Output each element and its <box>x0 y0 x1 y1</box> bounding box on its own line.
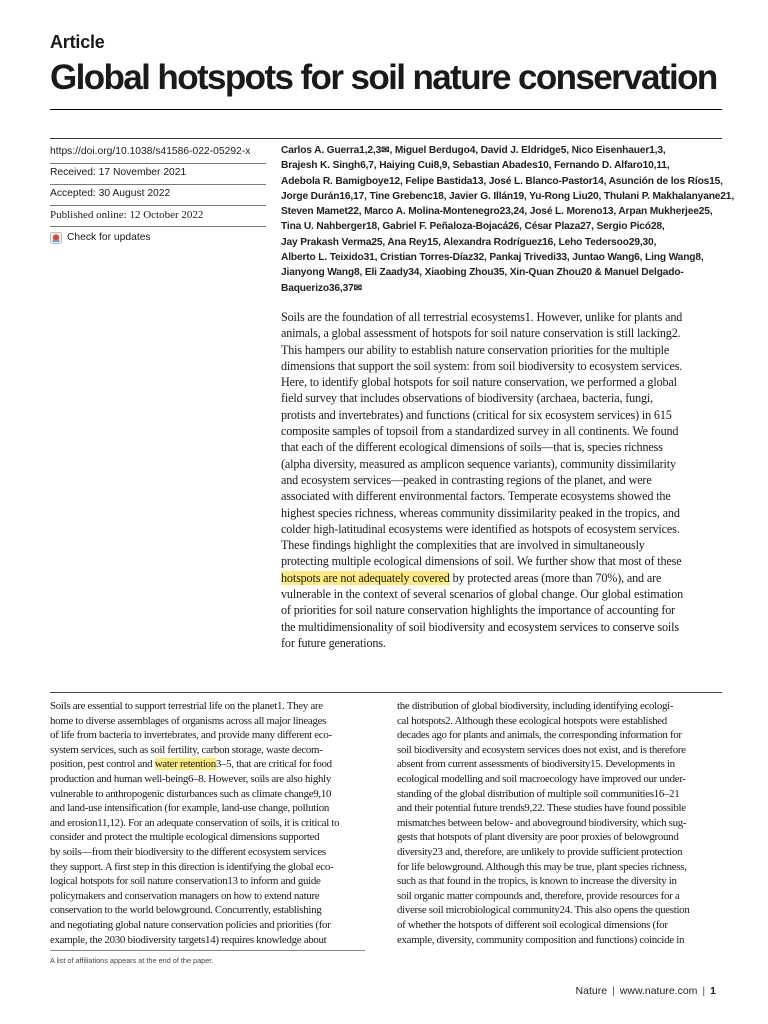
highlighted-text: water retention <box>154 758 216 771</box>
abstract <box>281 309 721 651</box>
body-line: and land-use intensification (for example, land-use change, pollution <box>50 802 330 815</box>
body-line: and their potential future trends9,22. These studies have found possible <box>397 802 686 815</box>
body-line: soil organic matter compounds and, therefore, provide resources for a <box>397 889 680 902</box>
abstract-line: for future generations. <box>281 635 386 650</box>
body-column-left <box>50 699 365 947</box>
abstract-line: protecting multiple ecological dimensions of soil. We further show that most of these <box>281 554 682 569</box>
abstract-line: the multidimensionality of soil biodiversity and ecosystem services to conserve soils <box>281 619 679 634</box>
abstract-line: field survey that includes observations of biodiversity (archaea, bacteria, fungi, <box>281 391 654 406</box>
author-line: Carlos A. Guerra1,2,3✉, Miguel Berdugo4, David J. Eldridge5, Nico Eisenhauer1,3, <box>281 145 666 156</box>
section-label: Article <box>50 32 105 52</box>
doi-link[interactable]: https://doi.org/10.1038/s41586-022-05292-x <box>50 143 266 164</box>
abstract-line: dimensions that support the soil system: from soil biodiversity to ecosystem services. <box>281 358 683 373</box>
author-line: Baquerizo36,37✉ <box>281 282 363 294</box>
body-line: the distribution of global biodiversity, including identifying ecologi- <box>397 700 674 712</box>
title-rule <box>50 109 722 110</box>
body-column-right <box>397 699 712 947</box>
check-updates-label: Check for updates <box>67 231 151 243</box>
author-line: Brajesh K. Singh6,7, Haiying Cui8,9, Sebastian Abades10, Fernando D. Alfaro10,11, <box>281 160 670 172</box>
body-line: conservation to the world belowground. Concurrently, establishing <box>50 904 322 917</box>
body-line: cal hotspots2. Although these ecological hotspots were established <box>397 714 667 727</box>
footer-separator: | <box>612 985 615 997</box>
body-line: and erosion11,12). For an adequate conservation of soils, it is critical to <box>50 816 340 829</box>
highlighted-text: hotspots are not adequately covered <box>281 570 450 585</box>
author-line: Jianyong Wang8, Eli Zaady34, Xiaobing Zhou35, Xin-Quan Zhou20 & Manuel Delgado- <box>281 267 684 279</box>
meta-top-rule <box>50 138 722 139</box>
abstract-line <box>281 570 721 586</box>
abstract-line-text: by protected areas (more than 70%), and are <box>449 570 662 585</box>
abstract-line: (alpha diversity, measured as amplicon sequence variants), community dissimilarity <box>281 456 676 471</box>
author-line: Jorge Durán16,17, Tine Grebenc18, Javier G. Illán19, Yu-Rong Liu20, Thulani P. Makhalanyane21, <box>281 190 735 202</box>
check-updates-icon <box>50 232 62 244</box>
body-line: of life from bacteria to invertebrates, and provide many different eco- <box>50 729 332 742</box>
abstract-line: Here, to identify global hotspots for soil nature conservation, we performed a global <box>281 375 677 390</box>
abstract-line: highest species richness, whereas community dissimilarity peaked in the tropics, and <box>281 505 680 520</box>
author-line: Jay Prakash Verma25, Ana Rey15, Alexandra Rodríguez16, Leho Tedersoo29,30, <box>281 236 657 248</box>
body-line: of whether the hotspots of different soil ecological dimensions (for <box>397 918 668 931</box>
body-line: gests that hotspots of plant diversity are poor proxies of belowground <box>397 831 679 844</box>
body-line: policymakers and conservation managers on how to extend nature <box>50 889 320 902</box>
author-line: Adebola R. Bamigboye12, Felipe Bastida13, José L. Blanco-Pastor14, Asunción de los Ríos15, <box>281 175 723 187</box>
body-line: example, diversity, community composition and functions) coincide in <box>397 933 685 946</box>
body-line-text: 3–5, that are critical for food <box>215 758 332 771</box>
body-line: vulnerable to anthropogenic disturbances such as climate change9,10 <box>50 787 332 800</box>
body-line: diverse soil microbiological community24. This also opens the question <box>397 904 690 917</box>
body-line: logical hotspots for soil nature conservation13 to inform and guide <box>50 875 321 888</box>
page-number: 1 <box>710 985 716 997</box>
author-line: Alberto L. Teixido31, Cristian Torres-Díaz32, Pankaj Trivedi33, Juntao Wang6, Ling Wang8, <box>281 252 704 264</box>
body-top-rule <box>50 692 722 693</box>
abstract-line: colder high-latitudinal ecosystems were identified as hotspots of ecosystem services. <box>281 521 680 536</box>
abstract-line: composite samples of topsoil from a standardized survey in all continents. We found <box>281 424 679 439</box>
body-line: absent from current assessments of biodiversity15. Developments in <box>397 758 675 771</box>
body-line: by soils—from their biodiversity to the different ecosystem services <box>50 845 326 858</box>
author-line: Steven Mamet22, Marco A. Molina-Montenegro23,24, José L. Moreno13, Arpan Mukherjee25, <box>281 206 713 218</box>
footnote-rule <box>50 950 365 951</box>
abstract-line: associated with different environmental factors. Temperate ecosystems showed the <box>281 489 671 504</box>
body-line: example, the 2030 biodiversity targets14) requires knowledge about <box>50 933 327 946</box>
abstract-line: protists and invertebrates) and functions (critical for six ecosystem services) in 615 <box>281 407 672 422</box>
body-line: home to diverse assemblages of organisms across all major lineages <box>50 714 327 727</box>
body-line: such as that found in the tropics, is known to increase the diversity in <box>397 875 677 888</box>
body-line: they support. A first step in this direction is identifying the global eco- <box>50 860 334 873</box>
abstract-line: that each of the different ecological dimensions of soils—that is, species richness <box>281 440 663 455</box>
abstract-line: animals, a global assessment of hotspots for soil nature conservation is still lacking2. <box>281 326 681 341</box>
affiliations-footnote: A list of affiliations appears at the end of the paper. <box>50 956 214 965</box>
abstract-line: and ecosystem services—peaked in contrasting regions of the planet, and were <box>281 472 652 487</box>
received-date: Received: 17 November 2021 <box>50 164 266 185</box>
body-line: consider and protect the multiple ecological dimensions supported <box>50 831 320 844</box>
journal-name: Nature <box>575 985 608 997</box>
body-line: soil biodiversity and ecosystem services does not exist, and is therefore <box>397 743 686 756</box>
abstract-line: of priorities for soil nature conservation highlights the importance of accounting for <box>281 603 676 618</box>
abstract-line: vulnerable in the context of several scenarios of global change. Our global estimation <box>281 587 684 602</box>
body-line: decades ago for plants and animals, the corresponding information for <box>397 729 682 742</box>
accepted-date: Accepted: 30 August 2022 <box>50 185 266 206</box>
journal-url[interactable]: www.nature.com <box>619 985 698 997</box>
author-line: Tina U. Nahberger18, Gabriel F. Peñaloza-Bojacá26, César Plaza27, Sergio Picó28, <box>281 221 665 233</box>
body-line: for life belowground. Although this may be true, plant species richness, <box>397 860 687 873</box>
body-line: and negotiating global nature conservation policies and priorities (for <box>50 918 331 931</box>
body-line: standing of the global distribution of multiple soil communities16–21 <box>397 787 680 800</box>
published-date: Published online: 12 October 2022 <box>50 206 266 227</box>
body-line: ecological modelling and soil macroecology have improved our under- <box>397 772 686 785</box>
body-line-text: position, pest control and <box>50 758 155 771</box>
abstract-line: Soils are the foundation of all terrestrial ecosystems1. However, unlike for plants and <box>281 310 683 324</box>
author-list <box>281 143 735 296</box>
body-line: mismatches between below- and aboveground biodiversity, which sug- <box>397 816 687 829</box>
abstract-line: These findings highlight the complexities that are involved in simultaneously <box>281 538 645 553</box>
page-footer <box>576 985 716 997</box>
abstract-line: This hampers our ability to establish nature conservation priorities for the multiple <box>281 342 670 357</box>
check-for-updates-button[interactable] <box>50 227 266 248</box>
body-line: production and human well-being6–8. However, soils are also highly <box>50 772 332 785</box>
body-line: Soils are essential to support terrestrial life on the planet1. They are <box>50 700 323 712</box>
body-line: diversity23 and, therefore, are unlikely to provide sufficient protection <box>397 845 683 858</box>
footer-separator: | <box>702 985 706 997</box>
article-metadata <box>50 143 266 248</box>
body-line: system services, such as soil fertility, carbon storage, waste decom- <box>50 743 323 756</box>
article-title: Global hotspots for soil nature conservation <box>50 58 717 97</box>
body-line <box>50 757 365 772</box>
